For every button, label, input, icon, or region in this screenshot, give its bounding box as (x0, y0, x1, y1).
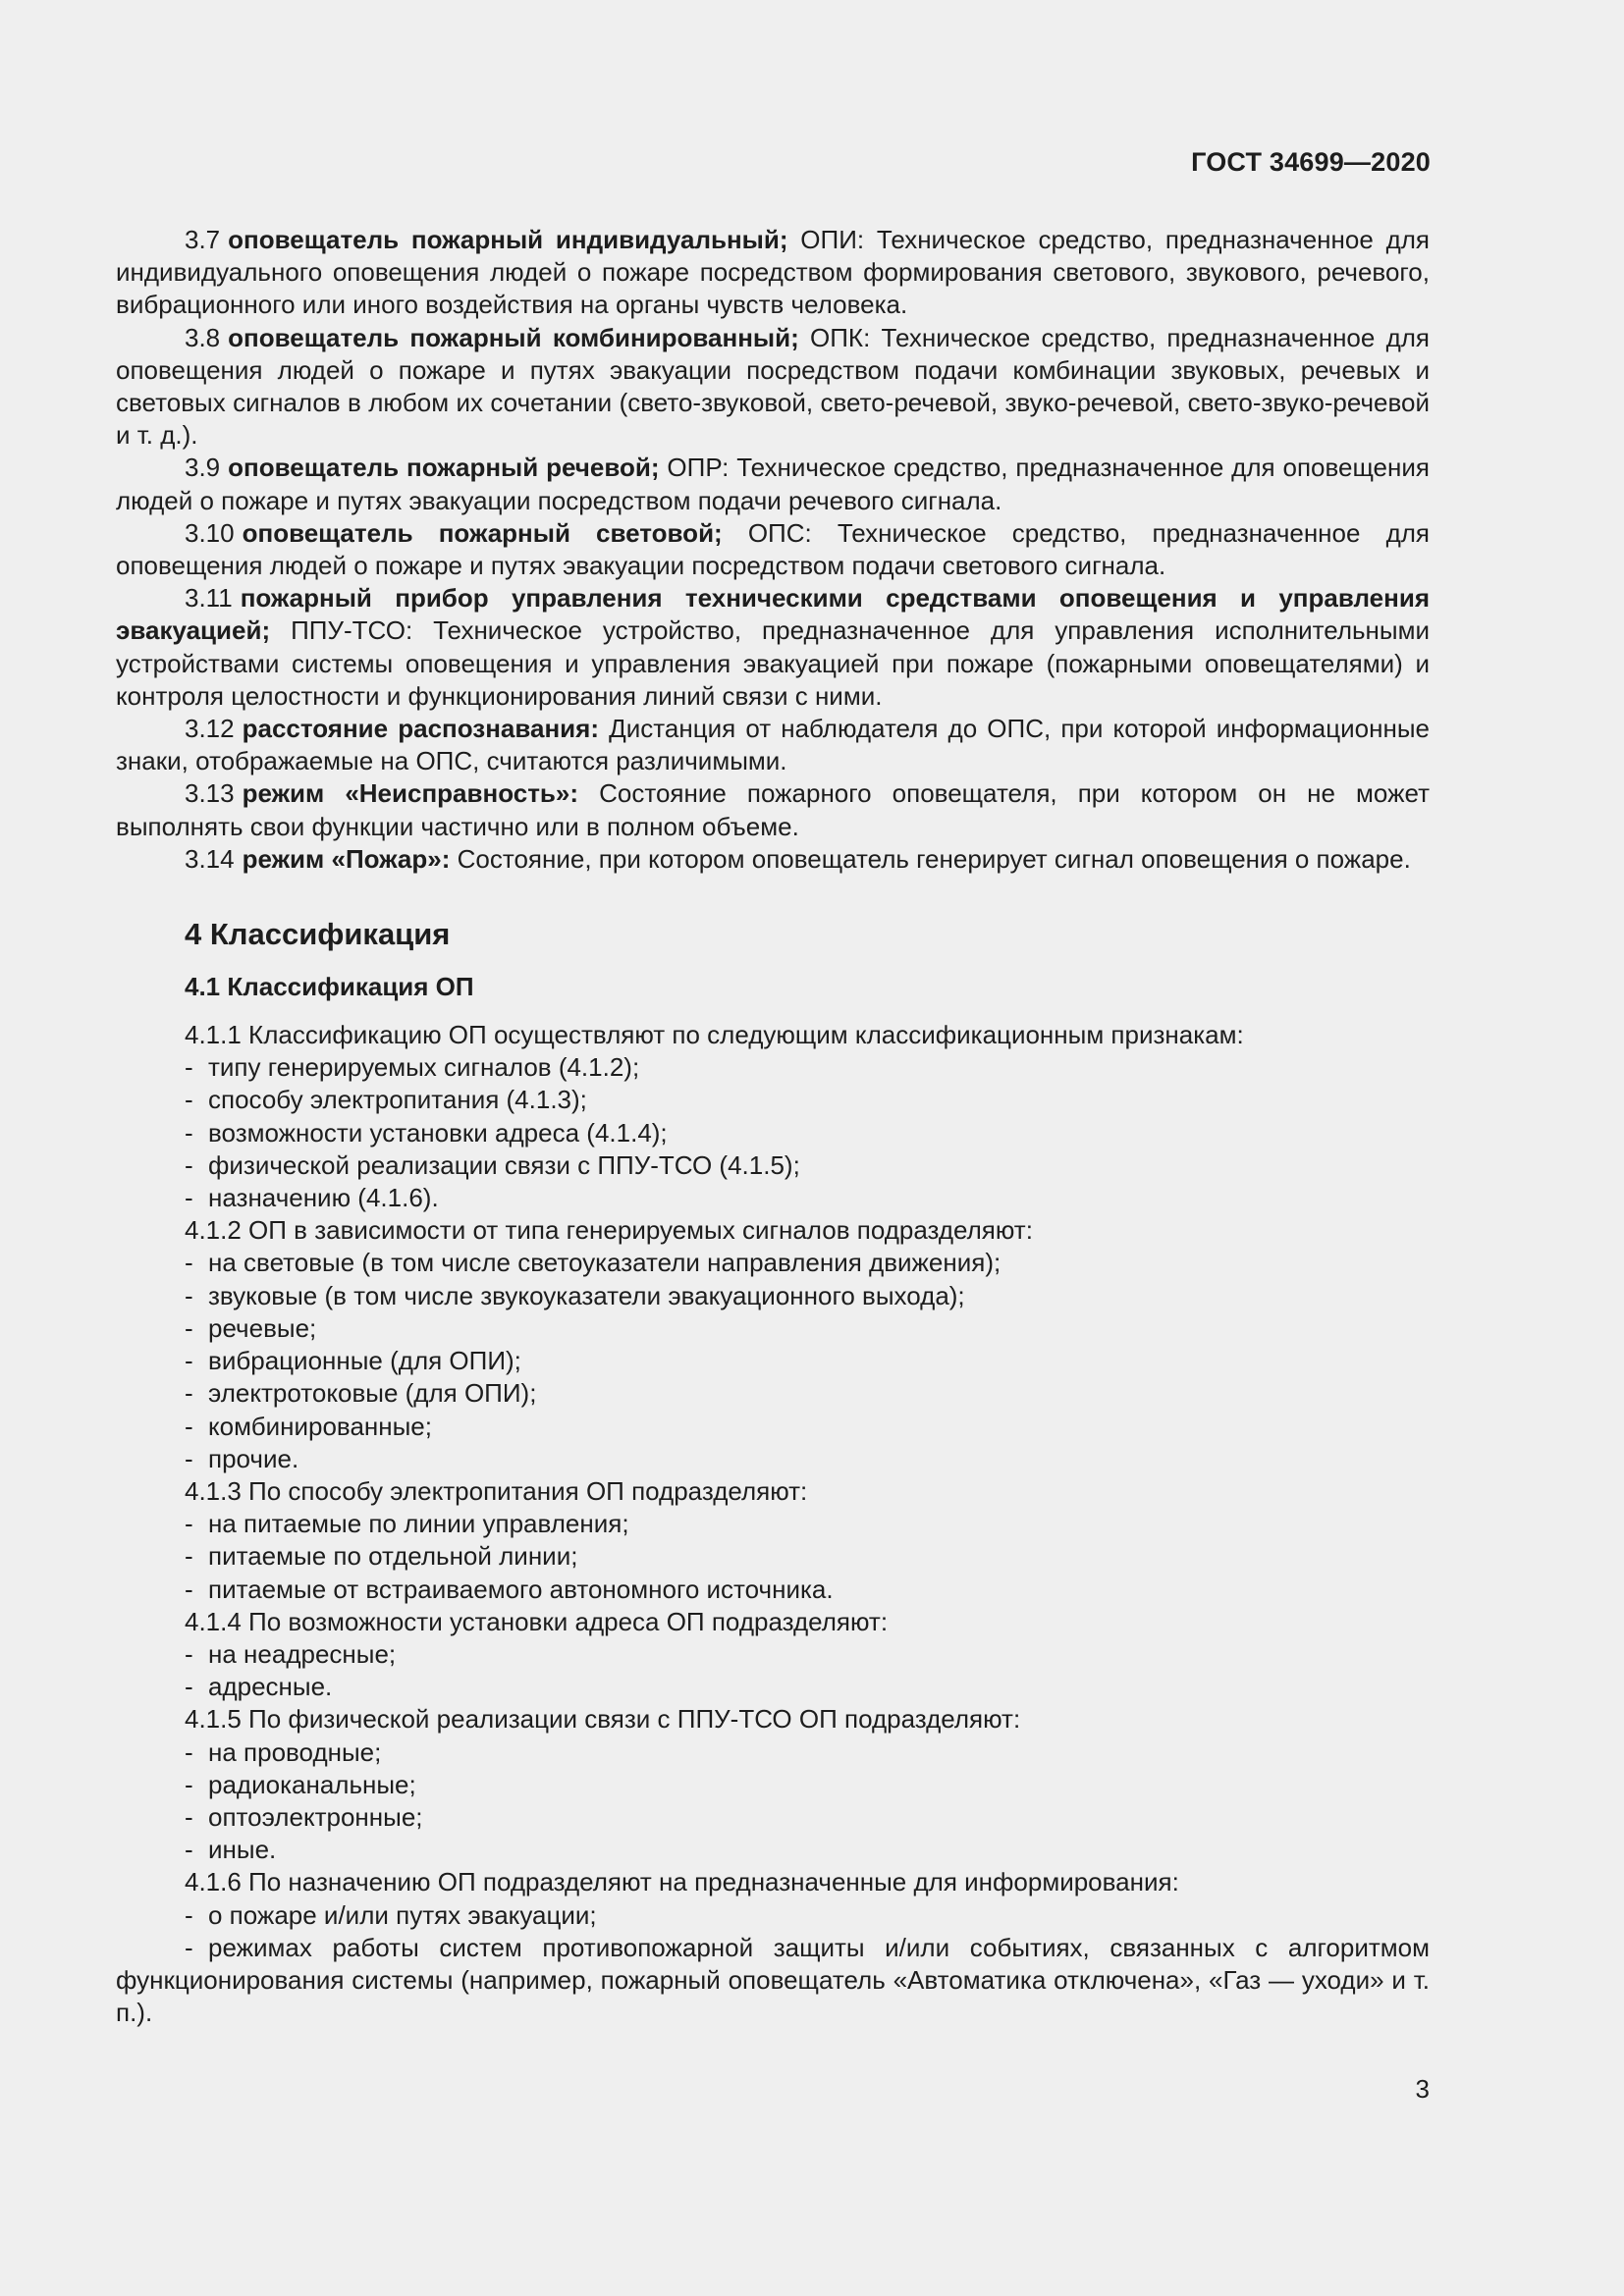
definition-text: ППУ-ТСО: Техническое устройство, предназначенное для управления исполнительными устройствами системы оповещения и управления эвакуацией при пожаре (пожарными оповещателями) и контроля целостности и функционирования линий связи с ними. (116, 615, 1430, 711)
dash-marker: - (185, 1574, 193, 1604)
dash-marker: - (185, 1280, 193, 1310)
list-item: - о пожаре и/или путях эвакуации; (116, 1899, 1430, 1932)
clause-4-1-1: 4.1.1 Классификацию ОП осуществляют по следующим классификационным признакам: (185, 1020, 1244, 1050)
list-item: - на проводные; (116, 1736, 1430, 1769)
dash-marker: - (185, 1509, 193, 1539)
dash-marker: - (185, 1378, 193, 1409)
definition-text: Дистанция от наблюдателя до ОПС, при которой информационные знаки, отображаемые на ОПС, считаются различимыми. (116, 714, 1430, 776)
dash-marker: - (185, 1769, 193, 1799)
clause-number: 3.7 (185, 225, 221, 254)
clause-4-1-6: 4.1.6 По назначению ОП подразделяют на предназначенные для информирования: (185, 1867, 1179, 1897)
clause-number: 3.11 (185, 583, 233, 614)
list-item: - радиоканальные; (116, 1769, 1430, 1801)
document-body (116, 224, 1430, 2029)
dash-marker: - (185, 1346, 193, 1376)
dash-marker: - (185, 1835, 193, 1865)
list-item: - прочие. (116, 1443, 1430, 1475)
list-item: - звуковые (в том числе звукоуказатели эвакуационного выхода); (116, 1280, 1430, 1312)
list-item: - типу генерируемых сигналов (4.1.2); (116, 1051, 1430, 1084)
list-item: - адресные. (116, 1671, 1430, 1703)
list-item: - возможности установки адреса (4.1.4); (116, 1117, 1430, 1149)
definition-3-14 (116, 843, 1430, 876)
definition-text: ОПР: Техническое средство, предназначенное для оповещения людей о пожаре и путях эвакуации посредством подачи речевого сигнала. (116, 453, 1430, 515)
term: оповещатель пожарный речевой; (228, 453, 660, 483)
list-item: - физической реализации связи с ППУ-ТСО (4.1.5); (116, 1149, 1430, 1182)
dash-marker: - (185, 1899, 193, 1930)
clause-number: 3.12 (185, 714, 235, 744)
definition-text: Состояние пожарного оповещателя, при котором он не может выполнять свои функции частично или в полном объеме. (116, 778, 1430, 841)
clause-4-1-5: 4.1.5 По физической реализации связи с ППУ-ТСО ОП подразделяют: (185, 1704, 1021, 1735)
definition-3-12 (116, 713, 1430, 777)
term: режим «Неисправность»: (242, 778, 579, 809)
list-item: - питаемые от встраиваемого автономного источника. (116, 1574, 1430, 1606)
definition-text: Состояние, при котором оповещатель генерирует сигнал оповещения о пожаре. (450, 843, 1411, 874)
list-item: - на световые (в том числе светоуказатели направления движения); (116, 1247, 1430, 1279)
term: режим «Пожар»: (242, 843, 451, 874)
term: оповещатель пожарный световой; (242, 517, 723, 548)
term: расстояние распознавания: (242, 714, 599, 744)
standard-header: ГОСТ 34699—2020 (1191, 147, 1431, 177)
list-item: - иные. (116, 1834, 1430, 1866)
list-item: - электротоковые (для ОПИ); (116, 1377, 1430, 1410)
dash-marker: - (185, 1052, 193, 1083)
dash-marker: - (185, 1149, 193, 1180)
dash-marker: - (185, 1085, 193, 1115)
definition-3-10 (116, 517, 1430, 582)
clause-4-1-3: 4.1.3 По способу электропитания ОП подразделяют: (185, 1475, 808, 1506)
dash-marker: - (185, 1932, 193, 1962)
list-item: - режимах работы систем противопожарной защиты и/или событиях, связанных с алгоритмом функционирования системы (например, пожарный оповещатель «Автоматика отключена», «Газ — уходи» и т. п.). (116, 1932, 1430, 2028)
term: оповещатель пожарный индивидуальный; (228, 225, 788, 254)
list-item: - способу электропитания (4.1.3); (116, 1084, 1430, 1116)
subsection-title: 4.1 Классификация ОП (185, 972, 474, 1002)
list-item: - на питаемые по линии управления; (116, 1508, 1430, 1540)
term: оповещатель пожарный комбинированный; (228, 322, 799, 352)
definition-3-13 (116, 777, 1430, 842)
list-item: - оптоэлектронные; (116, 1801, 1430, 1834)
list-item: - вибрационные (для ОПИ); (116, 1345, 1430, 1377)
term: пожарный прибор управления техническими средствами оповещения и управления эвакуацией; (116, 583, 1430, 646)
list-item: - комбинированные; (116, 1411, 1430, 1443)
clause-4-1-4: 4.1.4 По возможности установки адреса ОП подразделяют: (185, 1606, 889, 1636)
clause-number: 3.10 (185, 517, 235, 548)
dash-marker: - (185, 1541, 193, 1572)
definition-3-11 (116, 582, 1430, 713)
clause-number: 3.8 (185, 322, 221, 352)
clause-number: 3.9 (185, 453, 221, 483)
dash-marker: - (185, 1183, 193, 1213)
dash-marker: - (185, 1672, 193, 1702)
page-number: 3 (1415, 2074, 1430, 2104)
clause-number: 3.13 (185, 778, 235, 809)
dash-marker: - (185, 1117, 193, 1148)
dash-marker: - (185, 1801, 193, 1832)
dash-marker: - (185, 1312, 193, 1343)
definition-text: ОПК: Техническое средство, предназначенное для оповещения людей о пожаре и путях эвакуации посредством подачи комбинации звуковых, речевых и световых сигналов в любом их сочетании (свето-звуковой, свето-речевой, звуко-речевой, свето-звуко-речевой и т. д.). (116, 322, 1430, 451)
list-item: - питаемые по отдельной линии; (116, 1540, 1430, 1573)
list-item: - речевые; (116, 1312, 1430, 1345)
dash-marker: - (185, 1248, 193, 1278)
dash-marker: - (185, 1736, 193, 1767)
definition-text: ОПИ: Техническое средство, предназначенное для индивидуального оповещения людей о пожаре посредством формирования светового, звукового, речевого, вибрационного или иного воздействия на органы чувств человека. (116, 225, 1430, 320)
definition-3-8 (116, 322, 1430, 453)
definition-text: ОПС: Техническое средство, предназначенное для оповещения людей о пожаре и путях эвакуации посредством подачи светового сигнала. (116, 517, 1430, 581)
list-item: - назначению (4.1.6). (116, 1182, 1430, 1214)
clause-4-1-2: 4.1.2 ОП в зависимости от типа генерируемых сигналов подразделяют: (185, 1215, 1033, 1246)
definition-3-7 (116, 224, 1430, 322)
definition-3-9 (116, 452, 1430, 516)
dash-marker: - (185, 1443, 193, 1473)
section-title: 4 Классификация (185, 917, 451, 952)
dash-marker: - (185, 1411, 193, 1441)
clause-number: 3.14 (185, 843, 235, 874)
list-item: - на неадресные; (116, 1638, 1430, 1671)
dash-marker: - (185, 1638, 193, 1669)
